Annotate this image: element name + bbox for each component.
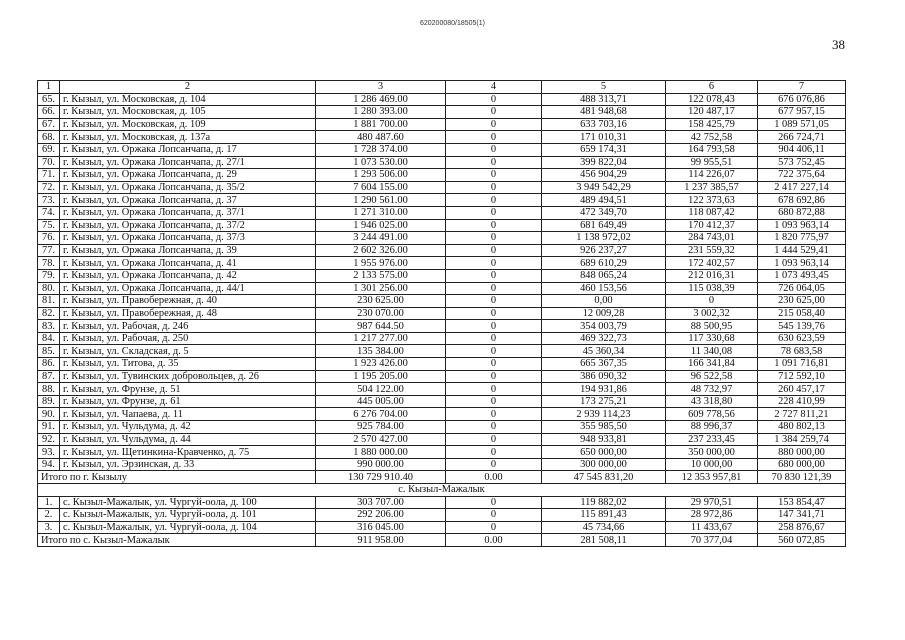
table-cell: 173 275,21 — [542, 395, 666, 408]
table-cell: с. Кызыл-Мажалык, ул. Чургуй-оола, д. 104 — [60, 521, 316, 534]
table-cell: 880 000,00 — [758, 446, 846, 459]
table-row — [38, 232, 846, 245]
table-cell: 1 880 000.00 — [316, 446, 446, 459]
table-cell: 1 923 426.00 — [316, 358, 446, 371]
column-number-cell: 7 — [758, 81, 846, 94]
table-cell: 0 — [446, 194, 542, 207]
table-cell: г. Кызыл, ул. Правобережная, д. 40 — [60, 295, 316, 308]
table-cell: 78. — [38, 257, 60, 270]
table-cell: 0 — [446, 370, 542, 383]
table-cell: 92. — [38, 433, 60, 446]
column-number-cell: 5 — [542, 81, 666, 94]
table-cell: 3 244 491.00 — [316, 232, 446, 245]
table-cell: 77. — [38, 244, 60, 257]
table-cell: 355 985,50 — [542, 421, 666, 434]
table-row — [38, 282, 846, 295]
table-cell: с. Кызыл-Мажалык, ул. Чургуй-оола, д. 100 — [60, 496, 316, 509]
table-cell: г. Кызыл, ул. Оржака Лопсанчапа, д. 44/1 — [60, 282, 316, 295]
table-cell: 0 — [446, 332, 542, 345]
table-cell: 99 955,51 — [666, 156, 758, 169]
table-cell: 1 271 310.00 — [316, 206, 446, 219]
table-cell: 481 948,68 — [542, 106, 666, 119]
table-cell: 43 318,80 — [666, 395, 758, 408]
table-cell: 1 290 561.00 — [316, 194, 446, 207]
table-cell: 1 093 963,14 — [758, 219, 846, 232]
table-cell: 1 280 393.00 — [316, 106, 446, 119]
table-cell: 84. — [38, 332, 60, 345]
table-cell: 926 237,27 — [542, 244, 666, 257]
table-cell: 65. — [38, 93, 60, 106]
table-cell: 469 322,73 — [542, 332, 666, 345]
column-number-cell: 4 — [446, 81, 542, 94]
table-cell: г. Кызыл, ул. Оржака Лопсанчапа, д. 37/3 — [60, 232, 316, 245]
table-cell: 90. — [38, 408, 60, 421]
table-cell: 1 217 277.00 — [316, 332, 446, 345]
table-cell: 0 — [446, 232, 542, 245]
table-cell: 0 — [446, 282, 542, 295]
table-cell: 135 384.00 — [316, 345, 446, 358]
table-row — [38, 332, 846, 345]
table-cell: 81. — [38, 295, 60, 308]
table-cell: 89. — [38, 395, 60, 408]
table-cell: 72. — [38, 181, 60, 194]
table-cell: 258 876,67 — [758, 521, 846, 534]
table-row — [38, 408, 846, 421]
table-cell: г. Кызыл, ул. Оржака Лопсанчапа, д. 39 — [60, 244, 316, 257]
table-cell: 114 226,07 — [666, 169, 758, 182]
total-value: 560 072,85 — [758, 534, 846, 547]
table-cell: 117 330,68 — [666, 332, 758, 345]
table-cell: 0 — [446, 219, 542, 232]
table-row — [38, 143, 846, 156]
table-cell: 354 003,79 — [542, 320, 666, 333]
table-cell: 0 — [446, 143, 542, 156]
document-id: 620200080/18505(1) — [419, 20, 485, 27]
table-cell: 848 065,24 — [542, 269, 666, 282]
table-cell: 300 000,00 — [542, 458, 666, 471]
table-cell: 665 367,35 — [542, 358, 666, 371]
table-cell: г. Кызыл, ул. Оржака Лопсанчапа, д. 37/2 — [60, 219, 316, 232]
column-number-row — [38, 81, 846, 94]
table-cell: г. Кызыл, ул. Оржака Лопсанчапа, д. 29 — [60, 169, 316, 182]
table-cell: 11 340,08 — [666, 345, 758, 358]
table-cell: 85. — [38, 345, 60, 358]
table-cell: 70. — [38, 156, 60, 169]
table-cell: 0 — [666, 295, 758, 308]
table-cell: 10 000,00 — [666, 458, 758, 471]
table-row — [38, 118, 846, 131]
table-cell: 0 — [446, 433, 542, 446]
table-cell: 228 410,99 — [758, 395, 846, 408]
table-cell: 230 625.00 — [316, 295, 446, 308]
table-cell: 1 089 571,05 — [758, 118, 846, 131]
table-cell: 120 487,17 — [666, 106, 758, 119]
table-row — [38, 433, 846, 446]
table-cell: 480 487.60 — [316, 131, 446, 144]
table-cell: 171 010,31 — [542, 131, 666, 144]
table-cell: 284 743,01 — [666, 232, 758, 245]
total-value: 0.00 — [446, 471, 542, 484]
table-cell: 170 412,37 — [666, 219, 758, 232]
table-cell: 676 076,86 — [758, 93, 846, 106]
table-cell: 122 078,43 — [666, 93, 758, 106]
column-number-cell: 3 — [316, 81, 446, 94]
table-cell: 88 996,37 — [666, 421, 758, 434]
table-cell: 1 286 469.00 — [316, 93, 446, 106]
table-cell: г. Кызыл, ул. Рабочая, д. 246 — [60, 320, 316, 333]
table-cell: 28 972,86 — [666, 509, 758, 522]
table-cell: 2 939 114,23 — [542, 408, 666, 421]
table-cell: 504 122.00 — [316, 383, 446, 396]
table-cell: 1 195 205.00 — [316, 370, 446, 383]
table-cell: 78 683,58 — [758, 345, 846, 358]
table-cell: 292 206.00 — [316, 509, 446, 522]
table-cell: 71. — [38, 169, 60, 182]
table-cell: 158 425,79 — [666, 118, 758, 131]
table-cell: 659 174,31 — [542, 143, 666, 156]
table-cell: 0 — [446, 169, 542, 182]
table-cell: 1 091 716,81 — [758, 358, 846, 371]
table-cell: 1 073 530.00 — [316, 156, 446, 169]
table-cell: 212 016,31 — [666, 269, 758, 282]
table-cell: 681 649,49 — [542, 219, 666, 232]
table-row — [38, 156, 846, 169]
table-cell: г. Кызыл, ул. Оржака Лопсанчапа, д. 42 — [60, 269, 316, 282]
table-cell: 0 — [446, 269, 542, 282]
table-row — [38, 194, 846, 207]
table-cell: 386 090,32 — [542, 370, 666, 383]
table-cell: 2 602 326.00 — [316, 244, 446, 257]
table-cell: 119 882,02 — [542, 496, 666, 509]
table-cell: 115 038,39 — [666, 282, 758, 295]
table-cell: 118 087,42 — [666, 206, 758, 219]
table-cell: 88 500,95 — [666, 320, 758, 333]
table-row — [38, 131, 846, 144]
table-cell: г. Кызыл, ул. Оржака Лопсанчапа, д. 41 — [60, 257, 316, 270]
table-row — [38, 106, 846, 119]
table-cell: 0 — [446, 244, 542, 257]
table-row — [38, 446, 846, 459]
table-cell: 230 625,00 — [758, 295, 846, 308]
table-cell: 0 — [446, 156, 542, 169]
section-title: с. Кызыл-Мажалык — [38, 484, 846, 497]
table-cell: 925 784.00 — [316, 421, 446, 434]
total-row-kyzyl — [38, 471, 846, 484]
table-row — [38, 509, 846, 522]
total-label: Итого по с. Кызыл-Мажалык — [38, 534, 316, 547]
table-cell: 1 093 963,14 — [758, 257, 846, 270]
table-cell: 987 644.50 — [316, 320, 446, 333]
table-row — [38, 383, 846, 396]
table-cell: 147 341,71 — [758, 509, 846, 522]
table-cell: 0 — [446, 408, 542, 421]
table-cell: 164 793,58 — [666, 143, 758, 156]
table-cell: 75. — [38, 219, 60, 232]
table-cell: 545 139,76 — [758, 320, 846, 333]
table-cell: 1 293 506.00 — [316, 169, 446, 182]
table-cell: 303 707.00 — [316, 496, 446, 509]
column-number-cell: 6 — [666, 81, 758, 94]
table-cell: 460 153,56 — [542, 282, 666, 295]
table-row — [38, 521, 846, 534]
table-cell: 456 904,29 — [542, 169, 666, 182]
table-cell: 677 957,15 — [758, 106, 846, 119]
table-cell: 948 933,81 — [542, 433, 666, 446]
table-cell: 0 — [446, 93, 542, 106]
table-row — [38, 244, 846, 257]
table-cell: г. Кызыл, ул. Оржака Лопсанчапа, д. 17 — [60, 143, 316, 156]
table-cell: 1. — [38, 496, 60, 509]
table-cell: 0 — [446, 257, 542, 270]
table-cell: 689 610,29 — [542, 257, 666, 270]
table-cell: 2 417 227,14 — [758, 181, 846, 194]
table-cell: 1 237 385,57 — [666, 181, 758, 194]
table-cell: г. Кызыл, ул. Оржака Лопсанчапа, д. 35/2 — [60, 181, 316, 194]
table-cell: 633 703,16 — [542, 118, 666, 131]
table-cell: 96 522,58 — [666, 370, 758, 383]
table-cell: 650 000,00 — [542, 446, 666, 459]
table-cell: 678 692,86 — [758, 194, 846, 207]
table-cell: 726 064,05 — [758, 282, 846, 295]
table-cell: 74. — [38, 206, 60, 219]
table-cell: 1 138 972,02 — [542, 232, 666, 245]
table-cell: 0 — [446, 395, 542, 408]
table-cell: 609 778,56 — [666, 408, 758, 421]
table-cell: 0 — [446, 446, 542, 459]
table-row — [38, 219, 846, 232]
table-cell: 260 457,17 — [758, 383, 846, 396]
table-cell: 66. — [38, 106, 60, 119]
table-cell: 82. — [38, 307, 60, 320]
table-cell: 3 949 542,29 — [542, 181, 666, 194]
table-cell: 88. — [38, 383, 60, 396]
table-cell: 0 — [446, 509, 542, 522]
table-cell: 2 570 427.00 — [316, 433, 446, 446]
table-cell: 0 — [446, 383, 542, 396]
table-cell: 316 045.00 — [316, 521, 446, 534]
table-row — [38, 370, 846, 383]
table-cell: 230 070.00 — [316, 307, 446, 320]
table-cell: 266 724,71 — [758, 131, 846, 144]
table-cell: г. Кызыл, ул. Московская, д. 109 — [60, 118, 316, 131]
table-cell: 722 375,64 — [758, 169, 846, 182]
table-cell: 480 802,13 — [758, 421, 846, 434]
total-label: Итого по г. Кызылу — [38, 471, 316, 484]
table-cell: 1 728 374.00 — [316, 143, 446, 156]
table-cell: 0 — [446, 345, 542, 358]
column-number-cell: 1 — [38, 81, 60, 94]
table-cell: 231 559,32 — [666, 244, 758, 257]
table-cell: г. Кызыл, ул. Рабочая, д. 250 — [60, 332, 316, 345]
table-cell: 0 — [446, 181, 542, 194]
total-value: 47 545 831,20 — [542, 471, 666, 484]
table-cell: 445 005.00 — [316, 395, 446, 408]
table-cell: 94. — [38, 458, 60, 471]
table-cell: 42 752,58 — [666, 131, 758, 144]
table-cell: г. Кызыл, ул. Складская, д. 5 — [60, 345, 316, 358]
table-row — [38, 496, 846, 509]
table-cell: 990 000.00 — [316, 458, 446, 471]
table-cell: г. Кызыл, ул. Московская, д. 104 — [60, 93, 316, 106]
table-cell: 2 727 811,21 — [758, 408, 846, 421]
table-cell: 11 433,67 — [666, 521, 758, 534]
table-cell: 0 — [446, 521, 542, 534]
table-cell: 83. — [38, 320, 60, 333]
section-header-row — [38, 484, 846, 497]
total-value: 0.00 — [446, 534, 542, 547]
table-cell: г. Кызыл, ул. Фрунзе, д. 61 — [60, 395, 316, 408]
table-row — [38, 181, 846, 194]
table-row — [38, 345, 846, 358]
table-cell: 2. — [38, 509, 60, 522]
table-cell: 45 734,66 — [542, 521, 666, 534]
table-cell: 1 384 259,74 — [758, 433, 846, 446]
table-row — [38, 269, 846, 282]
table-cell: 153 854,47 — [758, 496, 846, 509]
table-row — [38, 257, 846, 270]
table-cell: 76. — [38, 232, 60, 245]
total-value: 911 958.00 — [316, 534, 446, 547]
table-cell: 172 402,57 — [666, 257, 758, 270]
table-cell: 0 — [446, 496, 542, 509]
table-cell: 488 313,71 — [542, 93, 666, 106]
table-row — [38, 295, 846, 308]
table-cell: 166 341,84 — [666, 358, 758, 371]
table-cell: 1 444 529,41 — [758, 244, 846, 257]
table-cell: 93. — [38, 446, 60, 459]
table-cell: 712 592,10 — [758, 370, 846, 383]
table-cell: 115 891,43 — [542, 509, 666, 522]
table-cell: г. Кызыл, ул. Правобережная, д. 48 — [60, 307, 316, 320]
table-cell: г. Кызыл, ул. Оржака Лопсанчапа, д. 37/1 — [60, 206, 316, 219]
data-table — [37, 80, 846, 547]
total-value: 70 830 121,39 — [758, 471, 846, 484]
table-cell: 73. — [38, 194, 60, 207]
table-cell: 48 732,97 — [666, 383, 758, 396]
table-cell: 6 276 704.00 — [316, 408, 446, 421]
table-row — [38, 358, 846, 371]
table-cell: 0 — [446, 307, 542, 320]
total-value: 281 508,11 — [542, 534, 666, 547]
table-cell: г. Кызыл, ул. Московская, д. 105 — [60, 106, 316, 119]
table-cell: г. Кызыл, ул. Оржака Лопсанчапа, д. 27/1 — [60, 156, 316, 169]
table-cell: 1 946 025.00 — [316, 219, 446, 232]
total-row-section — [38, 534, 846, 547]
table-row — [38, 307, 846, 320]
table-cell: 69. — [38, 143, 60, 156]
table-cell: 3 002,32 — [666, 307, 758, 320]
table-cell: 237 233,45 — [666, 433, 758, 446]
table-cell: 2 133 575.00 — [316, 269, 446, 282]
table-cell: г. Кызыл, ул. Эрзинская, д. 33 — [60, 458, 316, 471]
table-cell: 12 009,28 — [542, 307, 666, 320]
table-cell: 630 623,59 — [758, 332, 846, 345]
table-cell: 0 — [446, 131, 542, 144]
table-cell: 68. — [38, 131, 60, 144]
table-cell: с. Кызыл-Мажалык, ул. Чургуй-оола, д. 101 — [60, 509, 316, 522]
table-cell: 489 494,51 — [542, 194, 666, 207]
table-cell: 80. — [38, 282, 60, 295]
table-cell: 0 — [446, 421, 542, 434]
table-row — [38, 458, 846, 471]
table-cell: 122 373,63 — [666, 194, 758, 207]
table-cell: 1 301 256.00 — [316, 282, 446, 295]
table-cell: 472 349,70 — [542, 206, 666, 219]
table-cell: 0 — [446, 206, 542, 219]
table-cell: 215 058,40 — [758, 307, 846, 320]
table-row — [38, 93, 846, 106]
total-value: 70 377,04 — [666, 534, 758, 547]
column-number-cell: 2 — [60, 81, 316, 94]
table-cell: 573 752,45 — [758, 156, 846, 169]
table-cell: 0 — [446, 458, 542, 471]
table-cell: г. Кызыл, ул. Чульдума, д. 42 — [60, 421, 316, 434]
table-cell: г. Кызыл, ул. Фрунзе, д. 51 — [60, 383, 316, 396]
table-row — [38, 169, 846, 182]
table-cell: г. Кызыл, ул. Оржака Лопсанчапа, д. 37 — [60, 194, 316, 207]
table-cell: г. Кызыл, ул. Московская, д. 137а — [60, 131, 316, 144]
table-cell: 0 — [446, 295, 542, 308]
table-cell: 3. — [38, 521, 60, 534]
table-cell: 194 931,86 — [542, 383, 666, 396]
total-value: 12 353 957,81 — [666, 471, 758, 484]
table-cell: 399 822,04 — [542, 156, 666, 169]
table-cell: 7 604 155.00 — [316, 181, 446, 194]
table-cell: г. Кызыл, ул. Тувинских добровольцев, д. 26 — [60, 370, 316, 383]
table-cell: 1 073 493,45 — [758, 269, 846, 282]
table-cell: 0 — [446, 118, 542, 131]
page-number: 38 — [832, 37, 845, 52]
table-cell: г. Кызыл, ул. Щетинкина-Кравченко, д. 75 — [60, 446, 316, 459]
table-row — [38, 421, 846, 434]
table-cell: 67. — [38, 118, 60, 131]
table-cell: 87. — [38, 370, 60, 383]
table-cell: 0 — [446, 106, 542, 119]
table-cell: 86. — [38, 358, 60, 371]
table-cell: г. Кызыл, ул. Титова, д. 35 — [60, 358, 316, 371]
table-cell: 1 820 775,97 — [758, 232, 846, 245]
table-cell: 904 406,11 — [758, 143, 846, 156]
table-cell: 1 955 976.00 — [316, 257, 446, 270]
table-cell: 79. — [38, 269, 60, 282]
table-row — [38, 395, 846, 408]
table-cell: 0,00 — [542, 295, 666, 308]
table-cell: 91. — [38, 421, 60, 434]
table-cell: 680 000,00 — [758, 458, 846, 471]
table-cell: 45 360,34 — [542, 345, 666, 358]
table-cell: г. Кызыл, ул. Чапаева, д. 11 — [60, 408, 316, 421]
table-cell: г. Кызыл, ул. Чульдума, д. 44 — [60, 433, 316, 446]
table-cell: 0 — [446, 358, 542, 371]
table-row — [38, 320, 846, 333]
table-cell: 680 872,88 — [758, 206, 846, 219]
table-cell: 0 — [446, 320, 542, 333]
table-row — [38, 206, 846, 219]
total-value: 130 729 910.40 — [316, 471, 446, 484]
table-cell: 1 881 700.00 — [316, 118, 446, 131]
table-cell: 29 970,51 — [666, 496, 758, 509]
table-cell: 350 000,00 — [666, 446, 758, 459]
